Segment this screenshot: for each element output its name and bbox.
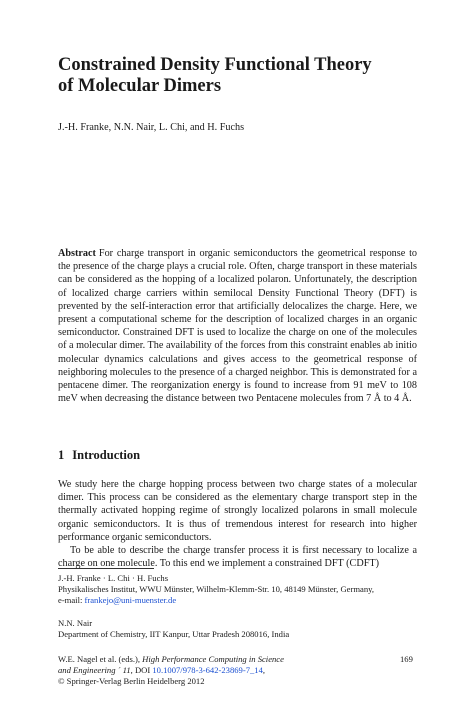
- affiliation-1-address: Physikalisches Institut, WWU Münster, Wilhelm-Klemm-Str. 10, 48149 Münster, Germany,: [58, 584, 375, 594]
- abstract-text: For charge transport in organic semiconductors the geometrical response to the presence of the charge plays a crucial role. Often, charge transport in these materials can be considered as the hopping of a localized polaron. Unfortunately, the description of localized charge carriers within semilocal Density Functional Theory (DFT) is prevented by the self-interaction error that artificially delocalizes the charge. Here, we present a computational scheme for the description of localized charges in an organic semiconductor. Constrained DFT is used to localize the charge on one of the molecules of a molecular dimer. The availability of the forces from this constraint enables ab initio molecular dynamics calculations and gives access to the geometrical response of neighboring molecules to the presence of a charged neighbor. This is demonstrated for a pentacene dimer. The reorganization energy is found to increase from 91 meV to 108 meV when decreasing the distance between two Pentacene molecules from 7 Å to 4 Å.: [58, 248, 417, 405]
- editors: W.E. Nagel et al. (eds.),: [58, 654, 141, 664]
- affiliation-1-names: J.-H. Franke · L. Chi · H. Fuchs: [58, 573, 169, 583]
- publication-info: [58, 654, 358, 687]
- copyright-line: © Springer-Verlag Berlin Heidelberg 2012: [58, 676, 205, 686]
- section-number: 1: [58, 448, 65, 462]
- doi-link[interactable]: 10.1007/978-3-642-23869-7_14: [152, 665, 263, 675]
- author-list: J.-H. Franke, N.N. Nair, L. Chi, and H. Fuchs: [58, 122, 245, 133]
- affiliation-1-email-line: [58, 595, 417, 606]
- affiliation-2-address: Department of Chemistry, IIT Kanpur, Uttar Pradesh 208016, India: [58, 629, 290, 639]
- publication-line-2: and Engineering ´ 11, DOI 10.1007/978-3-642-23869-7_14,: [58, 665, 266, 675]
- section-title: Introduction: [72, 448, 141, 462]
- book-title-part1: High Performance Computing in Science: [142, 654, 284, 664]
- email-label: e-mail:: [58, 595, 83, 605]
- abstract-label: Abstract: [58, 248, 96, 259]
- title-line-2: of Molecular Dimers: [58, 76, 222, 96]
- book-title-part2: and Engineering ´ 11: [58, 665, 131, 675]
- paper-title: [58, 55, 417, 97]
- affiliation-2-names: N.N. Nair: [58, 618, 93, 628]
- paragraph-2: To be able to describe the charge transfer process it is first necessary to localize a charge on one molecule. To this end we implement a constrained DFT (CDFT): [58, 545, 417, 570]
- affiliation-1: [58, 573, 417, 606]
- email-link[interactable]: frankejo@uni-muenster.de: [84, 595, 177, 605]
- footnote-rule: [58, 568, 154, 569]
- title-line-1: Constrained Density Functional Theory: [58, 55, 372, 75]
- section-heading: [58, 448, 417, 462]
- abstract: [58, 247, 417, 405]
- paragraph-1: We study here the charge hopping process between two charge states of a molecular dimer. This process can be considered as the elementary charge transport step in the thermally activated hopping regime of strongly localized polarons in small molecule organic semiconductors. It is thus of tremendous interest for research into higher performance organic semiconductors.: [58, 479, 417, 543]
- affiliation-2: [58, 618, 417, 640]
- publication-line-1: [58, 654, 358, 665]
- body-text: [58, 478, 417, 570]
- doi-prefix: , DOI: [130, 665, 151, 675]
- page-number: 169: [400, 654, 413, 664]
